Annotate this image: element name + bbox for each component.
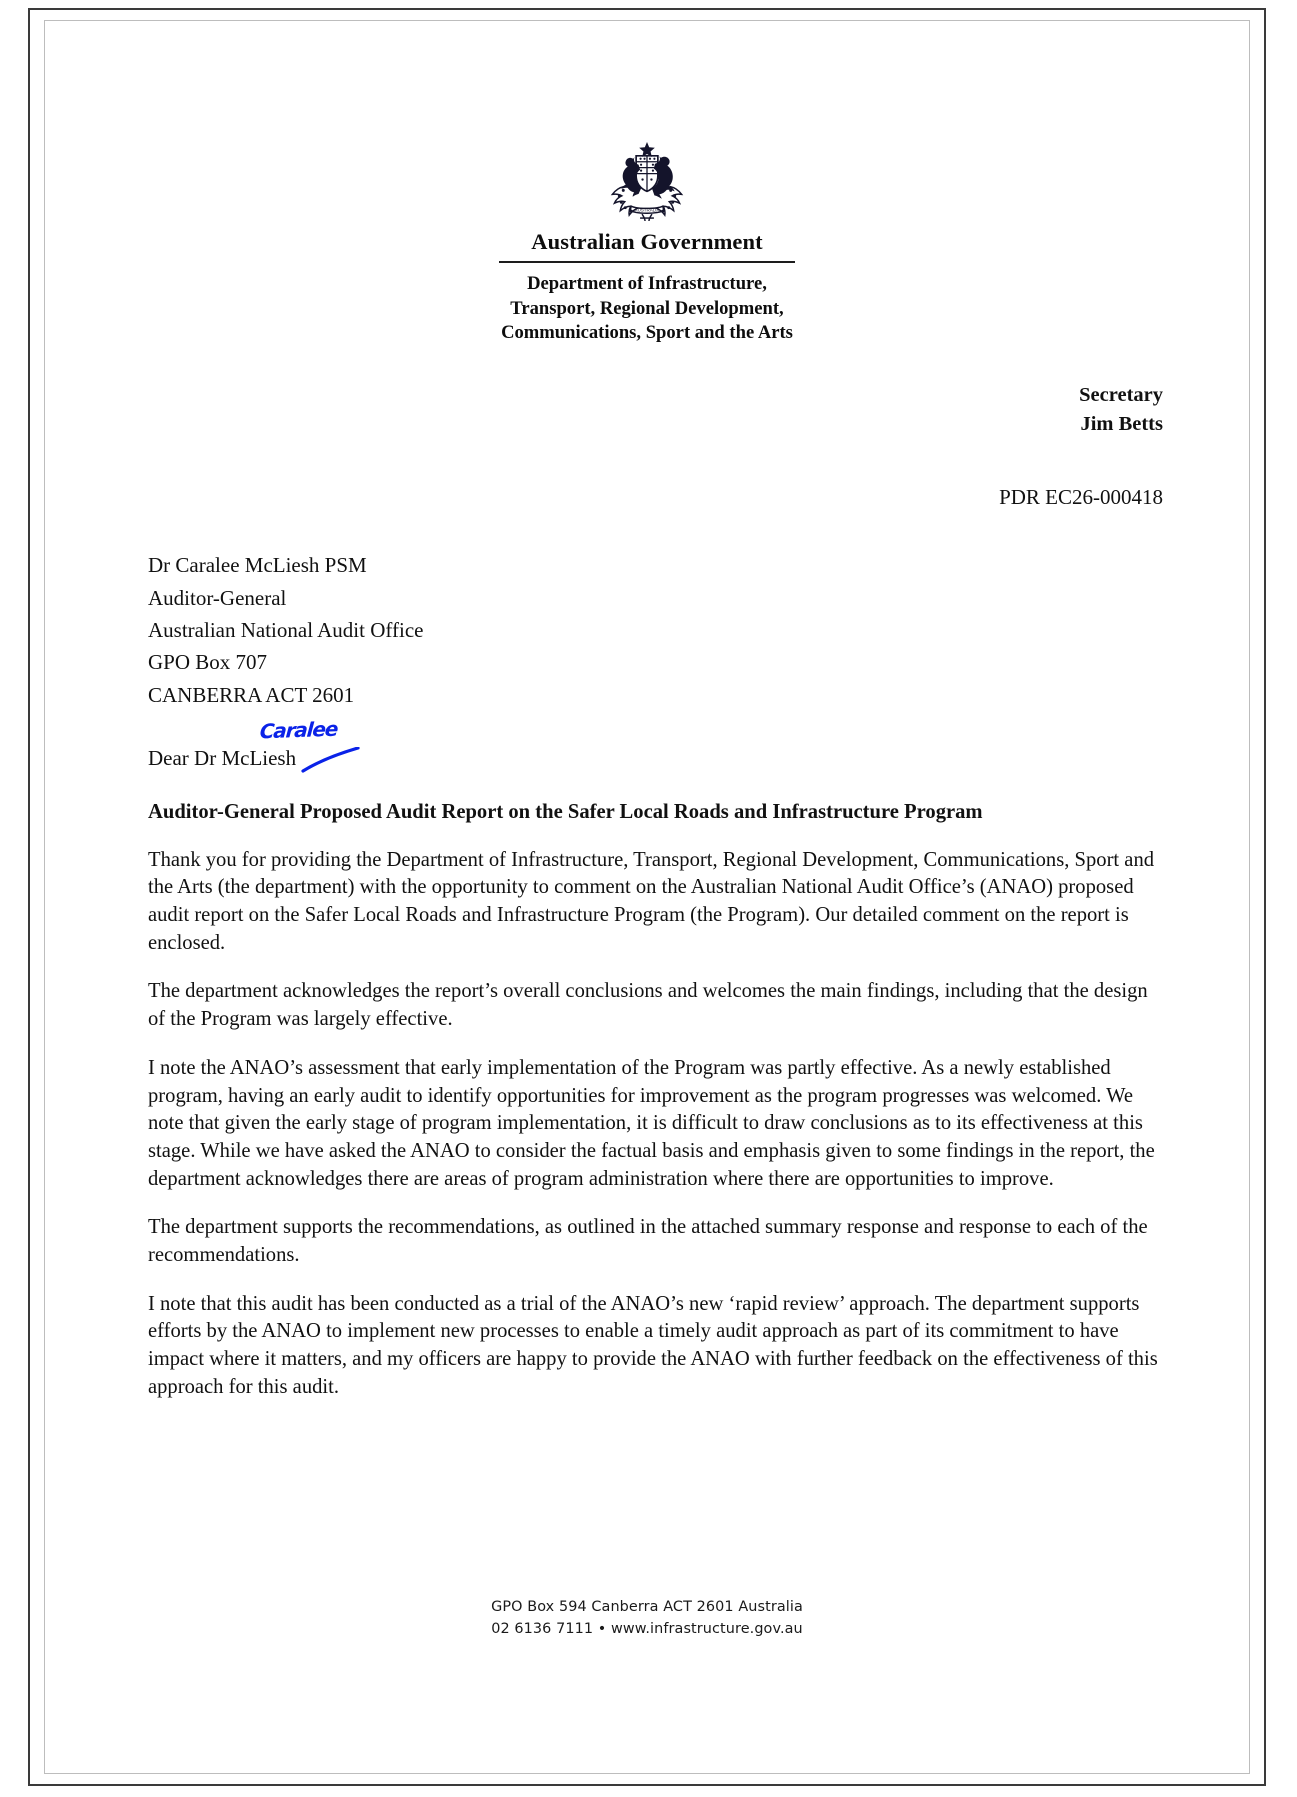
page-border-outer (28, 8, 1266, 1786)
salutation (148, 716, 339, 772)
letterhead-divider (499, 261, 795, 263)
address-line: Australian National Audit Office (148, 617, 424, 642)
department-name (45, 272, 1249, 346)
australian-government-title: Australian Government (531, 229, 763, 254)
subject-heading: Auditor-General Proposed Audit Report on the Safer Local Roads and Infrastructure Program (148, 800, 983, 823)
body-paragraph: The department acknowledges the report’s overall conclusions and welcomes the main findings, including that the design of the Program was largely effective. (148, 980, 1148, 1031)
letterhead (45, 21, 1249, 346)
page-border-inner (44, 20, 1250, 1774)
body-paragraph: I note that this audit has been conducted as a trial of the ANAO’s new ‘rapid review’ approach. The department supports efforts by the ANAO to implement new processes to enable a timely audit approach as part of its commitment to have impact where it matters, and my officers are happy to provide the ANAO with further feedback on the effectiveness of this approach for this audit. (148, 1292, 1158, 1398)
address-line: CANBERRA ACT 2601 (148, 682, 355, 707)
letter-sheet (45, 21, 1249, 1773)
recipient-address (148, 549, 1161, 711)
page-footer (45, 1597, 1249, 1641)
address-line: Dr Caralee McLiesh PSM (148, 553, 367, 578)
sender-name: Jim Betts (1080, 412, 1163, 435)
salutation-area (148, 716, 1161, 775)
department-line-1: Department of Infrastructure, (527, 273, 767, 295)
handwritten-strikethrough-icon (300, 747, 362, 773)
reference-number: PDR EC26-000418 (999, 485, 1163, 509)
department-line-3: Communications, Sport and the Arts (501, 322, 793, 344)
body-paragraph: Thank you for providing the Department of Infrastructure, Transport, Regional Development, Communications, Sport and the Arts (the department) with the opportunity to comment on the Australian National Audit Office’s (ANAO) proposed audit report on the Safer Local Roads and Infrastructure Program (the Program). Our detailed comment on the report is enclosed. (148, 848, 1155, 954)
sender-title: Secretary (1079, 383, 1163, 406)
footer-address: GPO Box 594 Canberra ACT 2601 Australia (491, 1599, 803, 1615)
address-line: GPO Box 707 (148, 650, 268, 675)
body-paragraph: I note the ANAO’s assessment that early implementation of the Program was partly effective. As a newly established program, having an early audit to identify opportunities for improvement as the program progresses was welcomed. We note that given the early stage of program implementation, it is difficult to draw conclusions as to its effectiveness at this stage. While we have asked the ANAO to consider the factual basis and emphasis given to some findings in the report, the department acknowledges there are areas of program administration where there are opportunities to improve. (148, 1056, 1155, 1190)
address-line: Auditor-General (148, 585, 287, 610)
letter-body (148, 549, 1161, 1401)
salutation-text: Dear Dr McLiesh (148, 745, 297, 770)
svg-text:AUSTRALIA: AUSTRALIA (634, 207, 660, 213)
footer-contact: 02 6136 7111 • www.infrastructure.gov.au (491, 1620, 803, 1637)
handwritten-name-annotation: Caralee (259, 716, 339, 744)
department-line-2: Transport, Regional Development, (510, 297, 784, 319)
australian-coat-of-arms-icon (594, 139, 700, 223)
sender-block (45, 381, 1249, 439)
body-paragraph: The department supports the recommendations, as outlined in the attached summary response and response to each of the recommendations. (148, 1216, 1148, 1266)
